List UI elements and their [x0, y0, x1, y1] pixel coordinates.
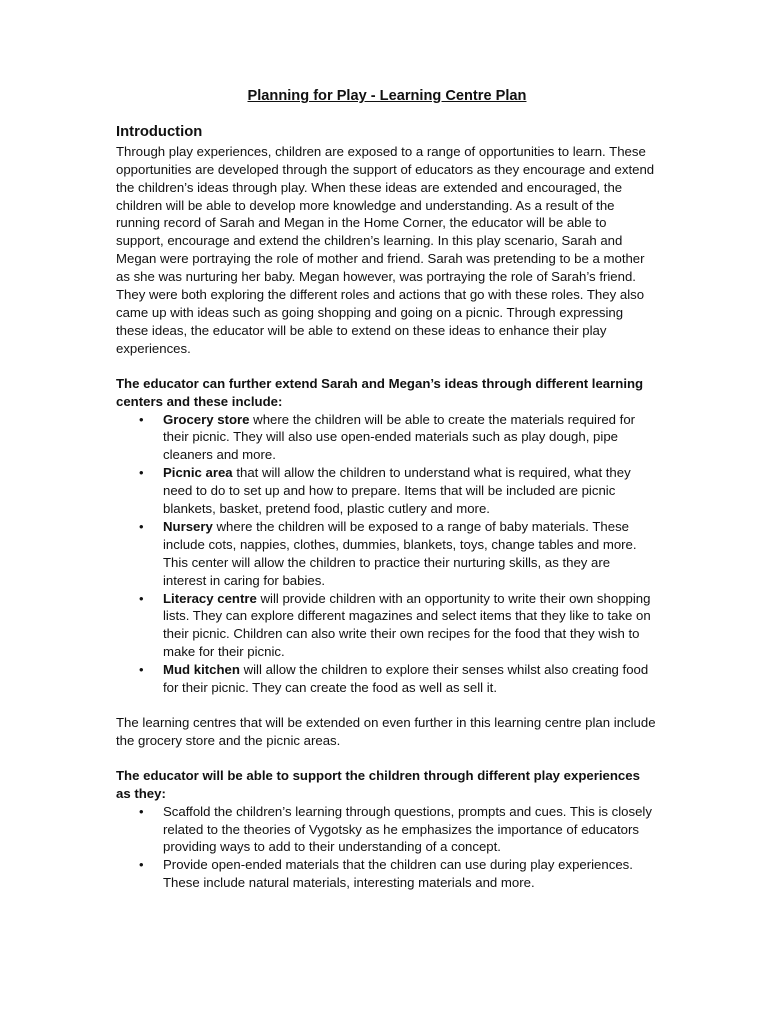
educator-support-lead: The educator will be able to support the children through different play experiences as they:	[116, 767, 640, 801]
page-title: Planning for Play - Learning Centre Plan	[247, 88, 527, 104]
educator-support-list	[116, 803, 656, 893]
center-name: Mud kitchen	[163, 662, 240, 678]
bullet-icon: •	[139, 662, 144, 678]
center-name: Grocery store	[163, 411, 250, 427]
list-item-mud-kitchen	[116, 661, 656, 697]
bullet-icon: •	[139, 590, 144, 606]
support-item-text: Provide open-ended materials that the children can use during play experiences. These include natural materials, interesting materials and more.	[163, 857, 633, 891]
extended-centres-paragraph: The learning centres that will be extended on even further in this learning centre plan include the grocery store and the picnic areas.	[116, 715, 656, 748]
list-item-literacy-centre	[116, 590, 656, 662]
document-body	[116, 88, 656, 909]
support-item-text: Scaffold the children’s learning through questions, prompts and cues. This is closely related to the theories of Vygotsky as he emphasizes the importance of educators providing ways to add to their understanding of a concept.	[163, 803, 652, 855]
center-description: will allow the children to explore their senses whilst also creating food for their picnic. They can create the food as well as sell it.	[163, 662, 649, 696]
learning-centers-list	[116, 411, 656, 698]
center-name: Picnic area	[163, 465, 233, 481]
list-item-picnic-area	[116, 464, 656, 518]
center-description: will provide children with an opportunity to write their own shopping lists. They can explore different magazines and select items that they like to take on their picnic. Children can also write their own recipes for the food that they wish to make for their picnic.	[163, 590, 651, 660]
bullet-icon: •	[139, 465, 144, 481]
list-item-open-ended-materials	[116, 856, 656, 892]
list-item-nursery	[116, 518, 656, 590]
center-description: where the children will be able to create the materials required for their picnic. They will also use open-ended materials such as play dough, pipe cleaners and more.	[163, 411, 636, 463]
introduction-heading: Introduction	[116, 123, 203, 140]
center-name: Nursery	[163, 518, 213, 534]
list-item-scaffold	[116, 803, 656, 857]
list-item-grocery-store	[116, 411, 656, 465]
learning-centers-lead: The educator can further extend Sarah and Megan’s ideas through different learning centers and these include:	[116, 375, 644, 409]
bullet-icon: •	[139, 411, 144, 427]
bullet-icon: •	[139, 803, 144, 819]
center-name: Literacy centre	[163, 590, 257, 606]
center-description: that will allow the children to understand what is required, what they need to do to set up and how to prepare. Items that will be included are picnic blankets, basket, pretend food, plastic cutlery and more.	[163, 465, 631, 517]
bullet-icon: •	[139, 857, 144, 873]
bullet-icon: •	[139, 518, 144, 534]
introduction-paragraph: Through play experiences, children are exposed to a range of opportunities to learn. These opportunities are developed through the support of educators as they encourage and extend the children’s ideas through play. When these ideas are extended and encouraged, the children will be able to develop more knowledge and understanding. As a result of the running record of Sarah and Megan in the Home Corner, the educator will be able to support, encourage and extend the children’s learning. In this play scenario, Sarah and Megan were portraying the role of mother and friend. Sarah was pretending to be a mother as she was nurturing her baby. Megan however, was portraying the role of Sarah’s friend. They were both exploring the different roles and actions that go with these roles. They also came up with ideas such as going shopping and going on a picnic. Through expressing these ideas, the educator will be able to extend on these ideas to enhance their play experiences.	[116, 143, 655, 356]
center-description: where the children will be exposed to a range of baby materials. These include cots, nappies, clothes, dummies, blankets, toys, change tables and more. This center will allow the children to practice their nurturing skills, as they are interest in caring for babies.	[163, 518, 637, 588]
